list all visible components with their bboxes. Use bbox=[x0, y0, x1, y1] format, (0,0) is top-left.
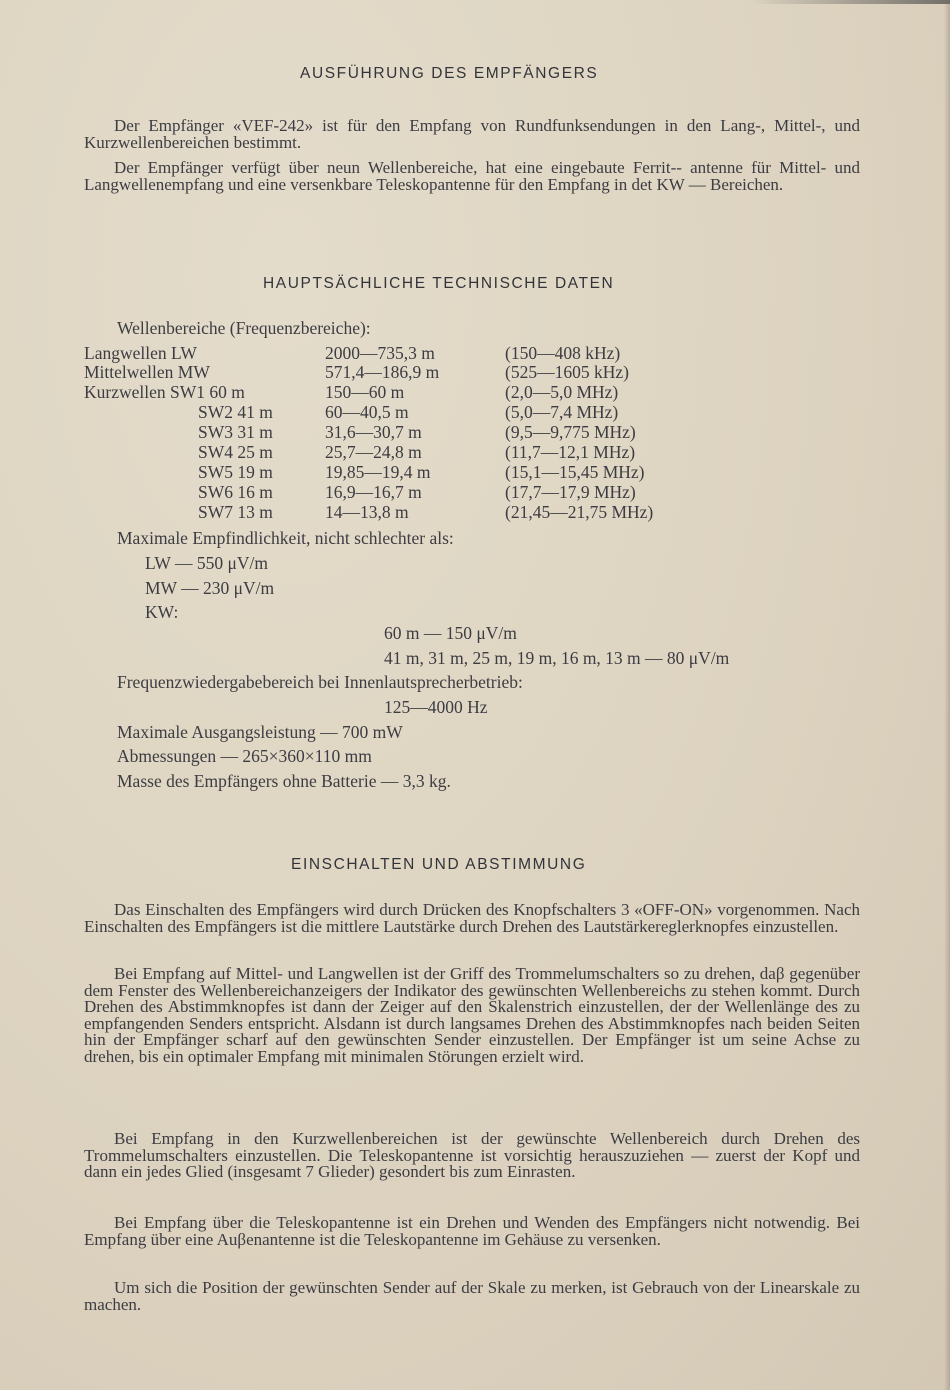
paragraph: Der Empfänger «VEF-242» ist für den Empfang von Rundfunksendungen in den Lang-, Mittel-, und Kurzwellenbereichen bestimmt. bbox=[84, 116, 860, 152]
paragraph: Bei Empfang in den Kurzwellenbereichen ist der gewünschte Wellenbereich durch Drehen des Trommelumschalters einzustellen. Die Teleskopantenne ist vorsichtig herauszuziehen — zuerst der Kopf und dann ein jedes Glied (insgesamt 7 Glieder) gesondert bis zum Einrasten. bbox=[84, 1129, 860, 1181]
band-wavelength: 571,4—186,9 m bbox=[325, 362, 440, 382]
band-frequency: (11,7—12,1 MHz) bbox=[505, 442, 636, 462]
band-wavelength: 25,7—24,8 m bbox=[325, 442, 422, 462]
page-edge bbox=[944, 0, 950, 1390]
band-sub: SW3 31 m bbox=[198, 422, 273, 442]
band-sub: SW6 16 m bbox=[198, 482, 273, 502]
paragraph: Das Einschalten des Empfängers wird durch Drücken des Knopfschalters 3 «OFF-ON» vorgenommen. Nach Einschalten des Empfängers ist die mittlere Lautstärke durch Drehen des Lautstärkereglerknopfes einzustellen. bbox=[84, 900, 860, 936]
section-title-technische-daten: HAUPTSÄCHLICHE TECHNISCHE DATEN bbox=[263, 275, 615, 292]
band-wavelength: 150—60 m bbox=[325, 382, 405, 402]
band-frequency: (17,7—17,9 MHz) bbox=[505, 482, 636, 502]
band-wavelength: 60—40,5 m bbox=[325, 402, 409, 422]
band-sub: SW2 41 m bbox=[198, 402, 273, 422]
sensitivity-kw-label: KW: bbox=[145, 602, 179, 622]
band-sub: SW5 19 m bbox=[198, 462, 273, 482]
band-name: Mittelwellen MW bbox=[84, 362, 210, 382]
paragraph: Der Empfänger verfügt über neun Wellenbereiche, hat eine eingebaute Ferrit-- antenne für Mittel- und Langwellenempfang und eine versenkbare Teleskopantenne für den Empfang in det KW — Bereichen. bbox=[84, 158, 860, 194]
band-wavelength: 16,9—16,7 m bbox=[325, 482, 422, 502]
dimensions: Abmessungen — 265×360×110 mm bbox=[117, 746, 372, 766]
sensitivity-kw-60m: 60 m — 150 μV/m bbox=[384, 623, 517, 643]
band-name: Langwellen LW bbox=[84, 343, 197, 363]
section-title-ausfuehrung: AUSFÜHRUNG DES EMPFÄNGERS bbox=[300, 65, 599, 82]
sensitivity-kw-other: 41 m, 31 m, 25 m, 19 m, 16 m, 13 m — 80 μV/m bbox=[384, 648, 730, 668]
band-frequency: (21,45—21,75 MHz) bbox=[505, 502, 654, 522]
sensitivity-heading: Maximale Empfindlichkeit, nicht schlechter als: bbox=[117, 528, 454, 548]
band-wavelength: 31,6—30,7 m bbox=[325, 422, 422, 442]
paragraph: Bei Empfang über die Teleskopantenne ist ein Drehen und Wenden des Empfängers nicht notwendig. Bei Empfang über eine Auβenantenne ist die Teleskopantenne im Gehäuse zu versenken. bbox=[84, 1213, 860, 1249]
band-wavelength: 2000—735,3 m bbox=[325, 343, 435, 363]
output-power: Maximale Ausgangsleistung — 700 mW bbox=[117, 722, 403, 742]
section-title-einschalten: EINSCHALTEN UND ABSTIMMUNG bbox=[291, 856, 587, 873]
band-frequency: (525—1605 kHz) bbox=[505, 362, 629, 382]
band-frequency: (150—408 kHz) bbox=[505, 343, 621, 363]
page-edge-shadow bbox=[750, 0, 950, 4]
band-frequency: (9,5—9,775 MHz) bbox=[505, 422, 636, 442]
band-sub: SW4 25 m bbox=[198, 442, 273, 462]
paragraph: Um sich die Position der gewünschten Sender auf der Skale zu merken, ist Gebrauch von der Linearskale zu machen. bbox=[84, 1278, 860, 1314]
frequency-response-heading: Frequenzwiedergabebereich bei Innenlautsprecherbetrieb: bbox=[117, 672, 523, 692]
sensitivity-lw: LW — 550 μV/m bbox=[145, 553, 268, 573]
sensitivity-mw: MW — 230 μV/m bbox=[145, 578, 275, 598]
band-sub: SW7 13 m bbox=[198, 502, 273, 522]
band-frequency: (2,0—5,0 MHz) bbox=[505, 382, 619, 402]
frequency-response-value: 125—4000 Hz bbox=[384, 697, 488, 717]
band-frequency: (15,1—15,45 MHz) bbox=[505, 462, 645, 482]
band-wavelength: 14—13,8 m bbox=[325, 502, 409, 522]
band-wavelength: 19,85—19,4 m bbox=[325, 462, 431, 482]
bands-heading: Wellenbereiche (Frequenzbereiche): bbox=[117, 318, 371, 338]
mass: Masse des Empfängers ohne Batterie — 3,3 kg. bbox=[117, 771, 451, 791]
paragraph: Bei Empfang auf Mittel- und Langwellen ist der Griff des Trommelumschalters so zu drehen, daβ gegenüber dem Fenster des Wellenbereichanzeigers der Indikator des gewünschten Wellenbereichs zu stehen kommt. Durch Drehen des Abstimmknopfes ist dann der Zeiger auf den Skalenstrich einzustellen, der der Wellenlänge des zu empfangenden Senders entspricht. Alsdann ist durch langsames Drehen des Abstimmknopfes nach beiden Seiten hin der Empfänger scharf auf den gewünschten Sender einzustellen. Der Empfänger ist um seine Achse zu drehen, bis ein optimaler Empfang mit minimalen Störungen erzielt wird. bbox=[84, 964, 860, 1066]
band-frequency: (5,0—7,4 MHz) bbox=[505, 402, 619, 422]
band-name: Kurzwellen SW1 60 m bbox=[84, 382, 245, 402]
